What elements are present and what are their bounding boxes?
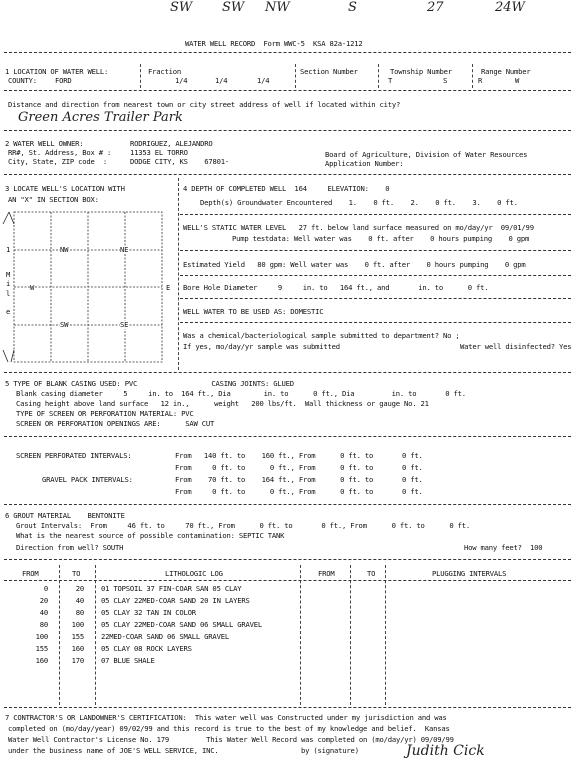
- use-line: WELL WATER TO BE USED AS: DOMESTIC: [183, 307, 324, 316]
- yield-line: Estimated Yield 80 gpm: Well water was 0 ft. after 0 hours pumping 0 gpm: [183, 260, 526, 269]
- distance-handwritten: Green Acres Trailer Park: [18, 110, 183, 125]
- divider: [4, 130, 571, 131]
- certification-line-2: completed on (mo/day/year) 09/02/99 and this record is true to the best of my knowledge and belief. Kansas: [8, 724, 450, 733]
- casing-height-line: Casing height above land surface 12 in., weight 200 lbs/ft. Wall thickness or gauge No. 21: [16, 399, 429, 408]
- divider: [178, 178, 179, 370]
- quarter-2: 1/4: [215, 76, 228, 85]
- divider: [4, 52, 571, 53]
- contamination-line: What is the nearest source of possible contamination: SEPTIC TANK: [16, 531, 285, 540]
- depth-line: 4 DEPTH OF COMPLETED WELL 164 ELEVATION: 0: [183, 184, 390, 193]
- divider: [4, 436, 571, 437]
- pump-test-line: Pump testdata: Well water was 0 ft. after 0 hours pumping 0 gpm: [232, 234, 530, 243]
- divider: [59, 565, 60, 705]
- log-header-to: TO: [72, 569, 81, 578]
- township-s: S: [443, 76, 448, 85]
- casing-diameter-line: Blank casing diameter 5 in. to 164 ft., Dia in. to 0 ft., Dia in. to 0 ft.: [16, 389, 466, 398]
- perforated-interval-2: From 0 ft. to 0 ft., From 0 ft. to 0 ft.: [175, 463, 423, 472]
- form-title: WATER WELL RECORD Form WWC-5 KSA 82a-1212: [185, 39, 363, 48]
- log-header-plugging: PLUGGING INTERVALS: [432, 569, 507, 578]
- log-row-to: 160: [71, 644, 84, 653]
- divider: [180, 214, 571, 215]
- bore-line: Bore Hole Diameter 9 in. to 164 ft., and in. to 0 ft.: [183, 283, 489, 292]
- certification-line-3: Water Well Contractor's License No. 179 This Water Well Record was completed on (mo/day/yr) 09/09/99: [8, 735, 454, 744]
- divider: [300, 565, 301, 705]
- perforated-interval-1: From 140 ft. to 160 ft., From 0 ft. to 0 ft.: [175, 451, 423, 460]
- quadrant-sw: SW: [60, 320, 69, 329]
- log-row-from: 80: [39, 620, 48, 629]
- perforated-label: SCREEN PERFORATED INTERVALS:: [16, 451, 132, 460]
- township-t: T: [388, 76, 393, 85]
- quadrant-ne: NE: [120, 245, 129, 254]
- quarter-1: 1/4: [175, 76, 188, 85]
- side-w: W: [30, 283, 35, 292]
- ifyes-line: If yes, mo/day/yr sample was submitted: [183, 342, 340, 351]
- grout-intervals-line: Grout Intervals: From 46 ft. to 70 ft., From 0 ft. to 0 ft., From 0 ft. to 0 ft.: [16, 521, 470, 530]
- log-row-to: 80: [75, 608, 84, 617]
- address-label: RR#, St. Address, Box # :: [8, 148, 112, 157]
- log-header-lithology: LITHOLOGIC LOG: [165, 569, 223, 578]
- divider: [4, 372, 571, 373]
- board-text: Board of Agriculture, Division of Water Resources: [325, 150, 528, 159]
- log-header-from-2: FROM: [318, 569, 335, 578]
- gravel-interval-2: From 0 ft. to 0 ft., From 0 ft. to 0 ft.: [175, 487, 423, 496]
- log-row-description: 22MED-COAR SAND 06 SMALL GRAVEL: [101, 632, 229, 641]
- divider: [350, 565, 351, 705]
- owner-value: RODRIGUEZ, ALEJANDRO: [130, 139, 213, 148]
- city-label: City, State, ZIP code :: [8, 157, 108, 166]
- divider: [180, 250, 571, 251]
- log-row-description: 05 CLAY 22MED-COAR SAND 20 IN LAYERS: [101, 596, 250, 605]
- mile-e: e: [6, 307, 11, 316]
- range-label: Range Number: [481, 67, 531, 76]
- section-box: [0, 210, 175, 370]
- mile-1: 1: [6, 245, 11, 254]
- section-label: Section Number: [300, 67, 358, 76]
- gravel-interval-1: From 70 ft. to 164 ft., From 0 ft. to 0 ft.: [175, 475, 423, 484]
- location-label: 1 LOCATION OF WATER WELL:: [5, 67, 109, 76]
- how-many-feet: How many feet? 100: [464, 543, 543, 552]
- range-w: W: [515, 76, 520, 85]
- hw-section-dir: S: [348, 0, 357, 15]
- hw-quarter-3: NW: [265, 0, 290, 15]
- divider: [95, 565, 96, 705]
- mile-i: i: [6, 279, 11, 288]
- groundwater-line: Depth(s) Groundwater Encountered 1. 0 ft. 2. 0 ft. 3. 0 ft.: [200, 198, 518, 207]
- certification-line-4: under the business name of JOE'S WELL SERVICE, INC. by (signature): [8, 746, 359, 755]
- county-value: FORD: [55, 76, 72, 85]
- divider: [4, 580, 571, 581]
- divider: [4, 504, 571, 505]
- log-row-description: 05 CLAY 32 TAN IN COLOR: [101, 608, 196, 617]
- divider: [180, 275, 571, 276]
- city-value: DODGE CITY, KS 67801-: [130, 157, 230, 166]
- divider: [385, 565, 386, 705]
- hw-range: 24W: [495, 0, 525, 15]
- log-header-to-2: TO: [367, 569, 376, 578]
- log-header-from: FROM: [22, 569, 39, 578]
- certification-line-1: 7 CONTRACTOR'S OR LANDOWNER'S CERTIFICATION: This water well was Constructed under my jurisdiction and was: [5, 713, 447, 722]
- log-row-to: 100: [71, 620, 84, 629]
- side-e: E: [166, 283, 171, 292]
- log-row-to: 40: [75, 596, 84, 605]
- quadrant-nw: NW: [60, 245, 69, 254]
- application-label: Application Number:: [325, 159, 404, 168]
- divider: [378, 64, 379, 88]
- address-value: 11353 EL TORRO: [130, 148, 188, 157]
- locate-label-2: AN "X" IN SECTION BOX:: [8, 195, 99, 204]
- log-row-description: 05 CLAY 22MED-COAR SAND 06 SMALL GRAVEL: [101, 620, 262, 629]
- grout-material-line: 6 GROUT MATERIAL BENTONITE: [5, 511, 125, 520]
- divider: [4, 707, 571, 708]
- screen-openings-line: SCREEN OR PERFORATION OPENINGS ARE: SAW CUT: [16, 419, 215, 428]
- log-row-to: 155: [71, 632, 84, 641]
- log-row-from: 160: [35, 656, 48, 665]
- owner-label: 2 WATER WELL OWNER:: [5, 139, 84, 148]
- log-row-from: 0: [43, 584, 48, 593]
- log-row-description: 07 BLUE SHALE: [101, 656, 155, 665]
- fraction-label: Fraction: [148, 67, 182, 76]
- hw-quarter-2: SW: [222, 0, 245, 15]
- casing-line: 5 TYPE OF BLANK CASING USED: PVC CASING JOINTS: GLUED: [5, 379, 294, 388]
- divider: [180, 322, 571, 323]
- divider: [180, 298, 571, 299]
- log-row-to: 20: [75, 584, 84, 593]
- township-label: Township Number: [390, 67, 452, 76]
- log-row-from: 40: [39, 608, 48, 617]
- log-row-from: 155: [35, 644, 48, 653]
- divider: [140, 64, 141, 88]
- quadrant-se: SE: [120, 320, 129, 329]
- static-level-line: WELL'S STATIC WATER LEVEL 27 ft. below land surface measured on mo/day/yr 09/01/99: [183, 223, 534, 232]
- disinfected-line: Water well disinfected? Yes: [460, 342, 572, 351]
- log-row-description: 05 CLAY 08 ROCK LAYERS: [101, 644, 192, 653]
- divider: [4, 90, 571, 91]
- mile-l: l: [6, 289, 11, 298]
- mile-m: M: [6, 270, 11, 279]
- divider: [4, 559, 571, 560]
- log-row-description: 01 TOPSOIL 37 FIN-COAR SAN 05 CLAY: [101, 584, 242, 593]
- divider: [4, 174, 571, 175]
- county-label: COUNTY:: [8, 76, 37, 85]
- range-r: R: [478, 76, 483, 85]
- distance-label: Distance and direction from nearest town or city street address of well if located within city?: [8, 100, 401, 109]
- log-row-to: 170: [71, 656, 84, 665]
- chem-sample-line: Was a chemical/bacteriological sample submitted to department? No ;: [183, 331, 460, 340]
- hw-quarter-1: SW: [170, 0, 193, 15]
- screen-material-line: TYPE OF SCREEN OR PERFORATION MATERIAL: PVC: [16, 409, 194, 418]
- log-row-from: 20: [39, 596, 48, 605]
- divider: [295, 64, 296, 88]
- quarter-3: 1/4: [257, 76, 270, 85]
- log-row-from: 100: [35, 632, 48, 641]
- locate-label: 3 LOCATE WELL'S LOCATION WITH: [5, 184, 125, 193]
- hw-township: 27: [427, 0, 444, 15]
- divider: [472, 64, 473, 88]
- gravel-label: GRAVEL PACK INTERVALS:: [42, 475, 133, 484]
- direction-line: Direction from well? SOUTH: [16, 543, 124, 552]
- contractor-signature: Judith Cick: [406, 743, 485, 759]
